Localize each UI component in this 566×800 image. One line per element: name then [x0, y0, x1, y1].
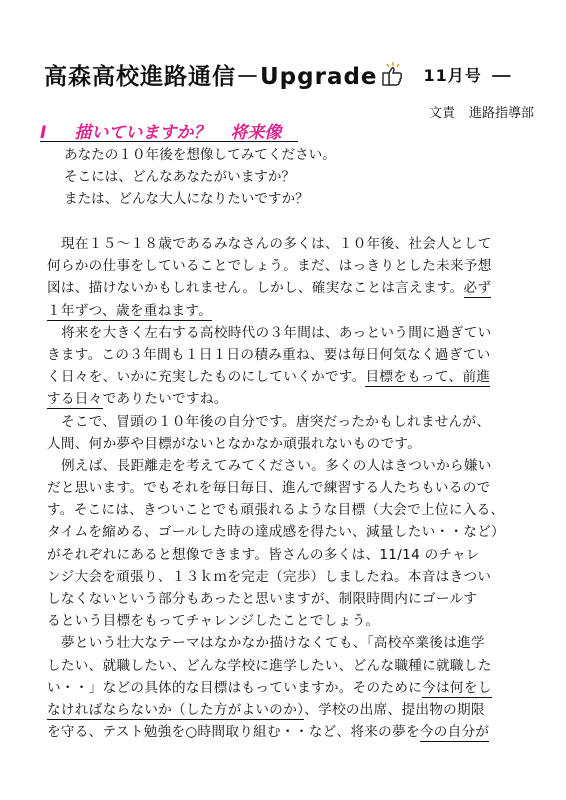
body-line: [47, 388, 527, 410]
article-body: [47, 233, 527, 743]
body-line: [47, 632, 527, 654]
body-text: 図は、描けないかもしれません。しかし、確実なことは言えます。: [47, 280, 464, 297]
section-subtitle: 将来像: [230, 123, 282, 143]
section-title: 描いていますか？: [74, 123, 211, 143]
intro-block: [64, 144, 336, 210]
body-line: [47, 677, 527, 699]
body-text: そこで、冒頭の１０年後の自分です。唐突だったかもしれませんが、: [61, 413, 491, 430]
body-text: 例えば、長距離走を考えてみてください。多くの人はきついから嫌い: [61, 457, 492, 474]
underlined-emphasis: 今は何をし: [422, 679, 492, 696]
body-line: [47, 277, 527, 299]
body-text: 、学校の出席、提出物の期限: [304, 701, 485, 718]
body-text: るという目標をもってチャレンジしたことでしょう。: [47, 613, 380, 630]
body-text: きます。この３年間も１日１日の積み重ね、要は毎日何気なく過ぎてい: [47, 346, 491, 363]
body-text: タイムを縮める、ゴールした時の達成感を得たい、減量したい・・など）: [47, 524, 505, 541]
newsletter-title: 高森高校進路通信－Upgrade: [44, 64, 378, 90]
byline-label: 文責: [428, 106, 455, 121]
thumbs-up-icon: [380, 61, 404, 89]
issue-label: 11月号: [423, 66, 482, 85]
body-line: [47, 721, 527, 743]
intro-line: または、どんな大人になりたいですか？: [64, 191, 309, 207]
body-text: でありたいですね。: [102, 391, 228, 408]
masthead: [44, 58, 514, 91]
body-line: [47, 566, 527, 588]
byline: [429, 102, 534, 121]
body-text: 何らかの仕事をしていることでしょう。まだ、はっきりとした未来予想: [47, 258, 492, 275]
title-dash: －: [489, 64, 514, 90]
body-line: [47, 588, 527, 610]
body-text: い・・」などの具体的な目標はもっていますか。そのために: [47, 679, 423, 696]
body-line: [47, 255, 527, 277]
body-text: 夢という壮大なテーマはなかなか描けなくても、「高校卒業後は進学: [61, 635, 485, 652]
body-line: [47, 521, 527, 543]
intro-line: あなたの１０年後を想像してみてください。: [64, 147, 336, 163]
body-text: 人間、何か夢や目標がないとなかなか頑張れないものです。: [47, 435, 422, 452]
underlined-emphasis: なければならないか（した方がよいのか）: [47, 701, 305, 718]
body-line: [47, 610, 527, 632]
body-text: ンジ大会を頑張り、１３ｋｍを完走（完歩）しましたね。本音はきつい: [47, 568, 492, 585]
intro-line: そこには、どんなあなたがいますか？: [64, 169, 296, 185]
body-text: く日々を、いかに充実したものにしていくかです。: [47, 369, 366, 386]
body-text: したい、就職したい、どんな学校に進学したい、どんな職種に就職した: [47, 657, 492, 674]
body-line: [47, 344, 527, 366]
body-text: だと思います。でもそれを毎日毎日、進んで練習する人たちもいるので: [47, 480, 491, 497]
body-line: [47, 655, 527, 677]
byline-department: 進路指導部: [468, 106, 534, 121]
body-line: [47, 455, 527, 477]
body-text: 現在１５～１８歳であるみなさんの多くは、１０年後、社会人として: [61, 236, 492, 252]
body-text: がそれぞれにあると想像できます。皆さんの多くは、11/14 のチャレ: [47, 546, 480, 563]
heading-underline: [40, 141, 298, 142]
body-line: [47, 411, 527, 433]
body-line: [47, 233, 527, 255]
body-line: [47, 366, 527, 388]
section-number: Ⅰ: [40, 123, 47, 143]
underlined-emphasis: 必ず: [463, 280, 492, 297]
body-text: しなくないという部分もあったと思いますが、制限時間内にゴールす: [47, 591, 478, 607]
underlined-emphasis: する日々: [47, 391, 103, 408]
body-line: [47, 499, 527, 521]
body-text: 将来を大きく左右する高校時代の３年間は、あっという間に過ぎてい: [61, 324, 492, 341]
body-text: す。そこには、きついことでも頑張れるような目標（大会で上位に入る、: [47, 502, 505, 519]
body-line: [47, 544, 527, 566]
body-text: を守る、テスト勉強を○時間取り組む・・など、将来の夢を: [47, 724, 420, 741]
underlined-emphasis: １年ずつ、歳を重ねます。: [47, 302, 213, 319]
body-line: [47, 699, 527, 721]
underlined-emphasis: 今の自分が: [419, 724, 490, 741]
body-line: [47, 477, 527, 499]
body-line: [47, 433, 527, 455]
section-heading: [40, 118, 281, 143]
body-line: [47, 300, 527, 322]
body-line: [47, 322, 527, 344]
underlined-emphasis: 目標をもって、前進: [365, 369, 491, 386]
